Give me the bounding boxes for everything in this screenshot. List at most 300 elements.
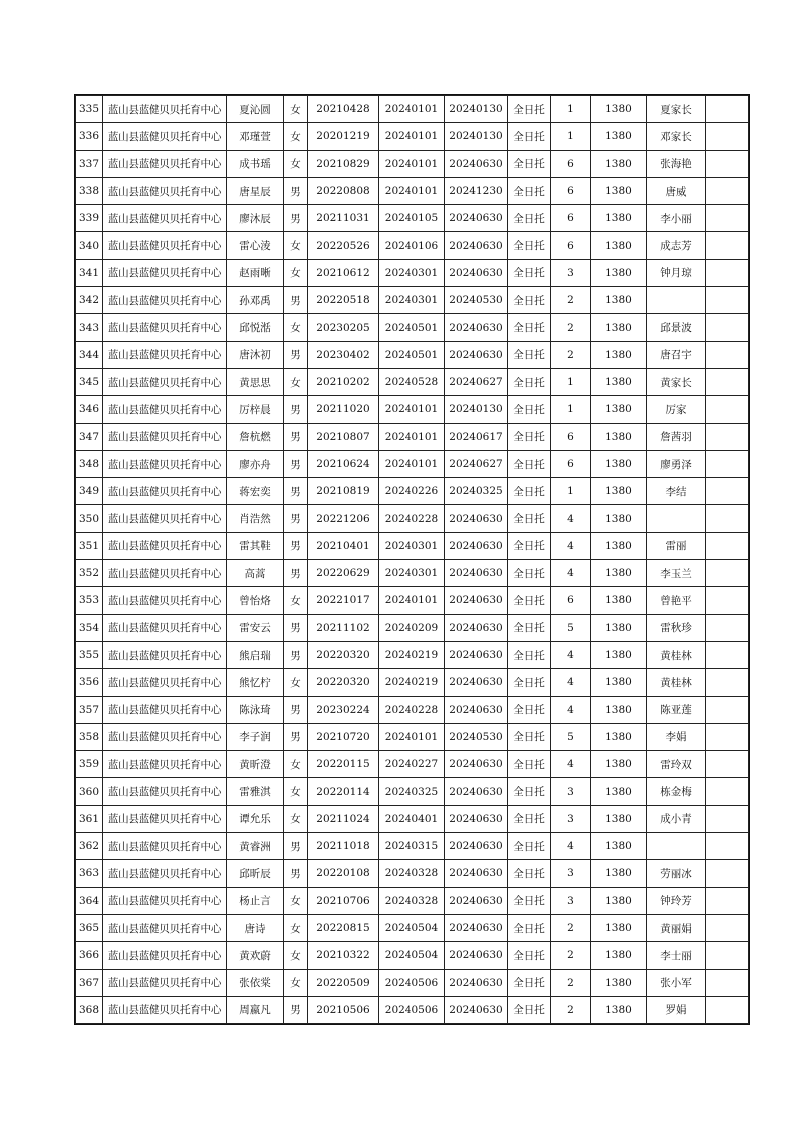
cell-months: 3 xyxy=(551,887,591,914)
cell-months: 6 xyxy=(551,232,591,259)
cell-birth: 20210807 xyxy=(308,423,379,450)
cell-name: 邱悦湉 xyxy=(227,314,284,341)
cell-org: 蓝山县蓝健贝贝托育中心 xyxy=(103,778,227,805)
cell-name: 廖亦舟 xyxy=(227,450,284,477)
cell-amount: 1380 xyxy=(591,969,647,996)
cell-note xyxy=(706,887,749,914)
cell-birth: 20220808 xyxy=(308,177,379,204)
cell-type: 全日托 xyxy=(508,641,551,668)
cell-gender: 女 xyxy=(284,123,308,150)
cell-months: 4 xyxy=(551,669,591,696)
cell-months: 3 xyxy=(551,805,591,832)
cell-gender: 女 xyxy=(284,259,308,286)
cell-birth: 20230224 xyxy=(308,696,379,723)
cell-months: 2 xyxy=(551,287,591,314)
cell-guardian: 李士丽 xyxy=(647,942,706,969)
cell-gender: 男 xyxy=(284,860,308,887)
cell-name: 夏沁圆 xyxy=(227,96,284,123)
cell-name: 雷其鞋 xyxy=(227,532,284,559)
cell-note xyxy=(706,123,749,150)
cell-months: 6 xyxy=(551,587,591,614)
cell-birth: 20220320 xyxy=(308,669,379,696)
cell-start: 20240105 xyxy=(379,205,445,232)
cell-note xyxy=(706,396,749,423)
cell-name: 黄睿洲 xyxy=(227,833,284,860)
cell-org: 蓝山县蓝健贝贝托育中心 xyxy=(103,96,227,123)
cell-amount: 1380 xyxy=(591,478,647,505)
cell-guardian: 钟玲芳 xyxy=(647,887,706,914)
cell-end: 20240530 xyxy=(445,723,508,750)
cell-months: 2 xyxy=(551,914,591,941)
cell-months: 4 xyxy=(551,641,591,668)
table-row xyxy=(76,96,749,123)
cell-guardian: 邓家长 xyxy=(647,123,706,150)
cell-guardian: 劳丽冰 xyxy=(647,860,706,887)
cell-name: 唐诗 xyxy=(227,914,284,941)
cell-type: 全日托 xyxy=(508,587,551,614)
table-row xyxy=(76,177,749,204)
cell-start: 20240101 xyxy=(379,450,445,477)
cell-amount: 1380 xyxy=(591,259,647,286)
cell-type: 全日托 xyxy=(508,833,551,860)
cell-type: 全日托 xyxy=(508,560,551,587)
cell-birth: 20210706 xyxy=(308,887,379,914)
cell-no: 342 xyxy=(76,287,103,314)
cell-start: 20240101 xyxy=(379,396,445,423)
cell-amount: 1380 xyxy=(591,751,647,778)
cell-type: 全日托 xyxy=(508,259,551,286)
cell-org: 蓝山县蓝健贝贝托育中心 xyxy=(103,123,227,150)
cell-no: 359 xyxy=(76,751,103,778)
cell-guardian: 李娟 xyxy=(647,723,706,750)
cell-note xyxy=(706,478,749,505)
cell-birth: 20201219 xyxy=(308,123,379,150)
cell-gender: 女 xyxy=(284,232,308,259)
cell-end: 20240630 xyxy=(445,805,508,832)
cell-guardian: 雷秋珍 xyxy=(647,614,706,641)
cell-gender: 男 xyxy=(284,450,308,477)
cell-guardian: 詹茜羽 xyxy=(647,423,706,450)
cell-birth: 20210720 xyxy=(308,723,379,750)
cell-name: 杨止言 xyxy=(227,887,284,914)
cell-no: 337 xyxy=(76,150,103,177)
cell-name: 黄欢蔚 xyxy=(227,942,284,969)
cell-type: 全日托 xyxy=(508,860,551,887)
cell-amount: 1380 xyxy=(591,696,647,723)
cell-start: 20240301 xyxy=(379,532,445,559)
cell-months: 4 xyxy=(551,560,591,587)
cell-org: 蓝山县蓝健贝贝托育中心 xyxy=(103,723,227,750)
cell-end: 20240530 xyxy=(445,287,508,314)
cell-type: 全日托 xyxy=(508,969,551,996)
cell-amount: 1380 xyxy=(591,560,647,587)
cell-no: 367 xyxy=(76,969,103,996)
cell-start: 20240209 xyxy=(379,614,445,641)
cell-gender: 男 xyxy=(284,177,308,204)
table-row xyxy=(76,669,749,696)
cell-guardian: 李玉兰 xyxy=(647,560,706,587)
cell-no: 363 xyxy=(76,860,103,887)
cell-note xyxy=(706,532,749,559)
cell-months: 1 xyxy=(551,123,591,150)
cell-org: 蓝山县蓝健贝贝托育中心 xyxy=(103,942,227,969)
cell-amount: 1380 xyxy=(591,396,647,423)
cell-type: 全日托 xyxy=(508,150,551,177)
cell-months: 6 xyxy=(551,423,591,450)
cell-note xyxy=(706,723,749,750)
cell-org: 蓝山县蓝健贝贝托育中心 xyxy=(103,860,227,887)
cell-birth: 20220509 xyxy=(308,969,379,996)
cell-end: 20240325 xyxy=(445,478,508,505)
cell-months: 2 xyxy=(551,341,591,368)
cell-amount: 1380 xyxy=(591,123,647,150)
cell-gender: 女 xyxy=(284,778,308,805)
cell-org: 蓝山县蓝健贝贝托育中心 xyxy=(103,177,227,204)
cell-guardian: 成志芳 xyxy=(647,232,706,259)
table-row xyxy=(76,696,749,723)
table-row xyxy=(76,969,749,996)
cell-no: 357 xyxy=(76,696,103,723)
cell-note xyxy=(706,669,749,696)
cell-end: 20240617 xyxy=(445,423,508,450)
cell-end: 20240630 xyxy=(445,914,508,941)
cell-end: 20240630 xyxy=(445,205,508,232)
cell-note xyxy=(706,450,749,477)
cell-start: 20240401 xyxy=(379,805,445,832)
cell-start: 20240226 xyxy=(379,478,445,505)
cell-org: 蓝山县蓝健贝贝托育中心 xyxy=(103,505,227,532)
cell-note xyxy=(706,778,749,805)
table-row xyxy=(76,123,749,150)
cell-gender: 女 xyxy=(284,805,308,832)
cell-birth: 20210428 xyxy=(308,96,379,123)
cell-end: 20240630 xyxy=(445,560,508,587)
cell-months: 4 xyxy=(551,696,591,723)
cell-note xyxy=(706,205,749,232)
cell-no: 350 xyxy=(76,505,103,532)
cell-name: 詹杭燃 xyxy=(227,423,284,450)
cell-months: 6 xyxy=(551,150,591,177)
cell-birth: 20230205 xyxy=(308,314,379,341)
cell-name: 曾怡烙 xyxy=(227,587,284,614)
cell-note xyxy=(706,833,749,860)
table-row xyxy=(76,587,749,614)
cell-name: 张依棠 xyxy=(227,969,284,996)
cell-birth: 20210401 xyxy=(308,532,379,559)
cell-org: 蓝山县蓝健贝贝托育中心 xyxy=(103,887,227,914)
table-row xyxy=(76,478,749,505)
cell-end: 20240630 xyxy=(445,532,508,559)
cell-end: 20240630 xyxy=(445,969,508,996)
cell-gender: 女 xyxy=(284,368,308,395)
cell-name: 厉梓晨 xyxy=(227,396,284,423)
cell-note xyxy=(706,696,749,723)
cell-name: 廖沐辰 xyxy=(227,205,284,232)
cell-type: 全日托 xyxy=(508,996,551,1023)
cell-name: 谭允乐 xyxy=(227,805,284,832)
cell-type: 全日托 xyxy=(508,396,551,423)
cell-start: 20240501 xyxy=(379,314,445,341)
cell-birth: 20220518 xyxy=(308,287,379,314)
cell-end: 20240630 xyxy=(445,587,508,614)
cell-type: 全日托 xyxy=(508,614,551,641)
cell-birth: 20211024 xyxy=(308,805,379,832)
cell-no: 348 xyxy=(76,450,103,477)
cell-guardian xyxy=(647,287,706,314)
cell-org: 蓝山县蓝健贝贝托育中心 xyxy=(103,205,227,232)
cell-guardian: 黄桂林 xyxy=(647,669,706,696)
cell-name: 蒋宏奕 xyxy=(227,478,284,505)
cell-org: 蓝山县蓝健贝贝托育中心 xyxy=(103,996,227,1023)
cell-gender: 女 xyxy=(284,969,308,996)
cell-type: 全日托 xyxy=(508,478,551,505)
cell-type: 全日托 xyxy=(508,723,551,750)
cell-amount: 1380 xyxy=(591,96,647,123)
table-row xyxy=(76,532,749,559)
cell-name: 高蒿 xyxy=(227,560,284,587)
cell-start: 20240325 xyxy=(379,778,445,805)
cell-amount: 1380 xyxy=(591,532,647,559)
cell-end: 20240630 xyxy=(445,614,508,641)
cell-name: 黄思思 xyxy=(227,368,284,395)
cell-gender: 女 xyxy=(284,914,308,941)
cell-note xyxy=(706,751,749,778)
cell-no: 355 xyxy=(76,641,103,668)
cell-guardian: 成小青 xyxy=(647,805,706,832)
cell-note xyxy=(706,614,749,641)
cell-birth: 20210322 xyxy=(308,942,379,969)
cell-type: 全日托 xyxy=(508,232,551,259)
cell-start: 20240101 xyxy=(379,150,445,177)
cell-guardian: 雷丽 xyxy=(647,532,706,559)
cell-no: 366 xyxy=(76,942,103,969)
cell-months: 3 xyxy=(551,259,591,286)
cell-no: 368 xyxy=(76,996,103,1023)
table-row xyxy=(76,396,749,423)
cell-guardian xyxy=(647,505,706,532)
cell-months: 3 xyxy=(551,860,591,887)
cell-no: 346 xyxy=(76,396,103,423)
cell-start: 20240228 xyxy=(379,505,445,532)
cell-birth: 20220115 xyxy=(308,751,379,778)
cell-birth: 20221206 xyxy=(308,505,379,532)
cell-guardian: 张小军 xyxy=(647,969,706,996)
cell-type: 全日托 xyxy=(508,287,551,314)
cell-start: 20240504 xyxy=(379,914,445,941)
cell-months: 4 xyxy=(551,833,591,860)
cell-gender: 男 xyxy=(284,478,308,505)
cell-guardian: 唐威 xyxy=(647,177,706,204)
enrollment-table xyxy=(75,95,749,1024)
cell-start: 20240101 xyxy=(379,423,445,450)
cell-org: 蓝山县蓝健贝贝托育中心 xyxy=(103,423,227,450)
cell-no: 365 xyxy=(76,914,103,941)
cell-no: 358 xyxy=(76,723,103,750)
cell-no: 352 xyxy=(76,560,103,587)
cell-start: 20240506 xyxy=(379,996,445,1023)
cell-end: 20240630 xyxy=(445,996,508,1023)
cell-amount: 1380 xyxy=(591,423,647,450)
cell-note xyxy=(706,177,749,204)
cell-end: 20240630 xyxy=(445,669,508,696)
cell-amount: 1380 xyxy=(591,450,647,477)
cell-amount: 1380 xyxy=(591,723,647,750)
cell-start: 20240504 xyxy=(379,942,445,969)
cell-org: 蓝山县蓝健贝贝托育中心 xyxy=(103,587,227,614)
table-row xyxy=(76,860,749,887)
cell-birth: 20211031 xyxy=(308,205,379,232)
cell-gender: 男 xyxy=(284,996,308,1023)
cell-amount: 1380 xyxy=(591,942,647,969)
cell-end: 20240630 xyxy=(445,641,508,668)
table-row xyxy=(76,805,749,832)
cell-start: 20240227 xyxy=(379,751,445,778)
cell-birth: 20230402 xyxy=(308,341,379,368)
cell-type: 全日托 xyxy=(508,914,551,941)
cell-type: 全日托 xyxy=(508,887,551,914)
table-row xyxy=(76,996,749,1023)
cell-org: 蓝山县蓝健贝贝托育中心 xyxy=(103,287,227,314)
cell-note xyxy=(706,150,749,177)
cell-note xyxy=(706,259,749,286)
cell-end: 20240630 xyxy=(445,751,508,778)
cell-guardian: 曾艳平 xyxy=(647,587,706,614)
cell-birth: 20210819 xyxy=(308,478,379,505)
cell-type: 全日托 xyxy=(508,751,551,778)
cell-name: 雷安云 xyxy=(227,614,284,641)
cell-amount: 1380 xyxy=(591,505,647,532)
table-row xyxy=(76,259,749,286)
cell-guardian: 黄丽娟 xyxy=(647,914,706,941)
cell-no: 335 xyxy=(76,96,103,123)
cell-months: 6 xyxy=(551,177,591,204)
table-row xyxy=(76,914,749,941)
cell-birth: 20211018 xyxy=(308,833,379,860)
cell-no: 347 xyxy=(76,423,103,450)
cell-start: 20240301 xyxy=(379,560,445,587)
cell-org: 蓝山县蓝健贝贝托育中心 xyxy=(103,914,227,941)
cell-type: 全日托 xyxy=(508,505,551,532)
cell-amount: 1380 xyxy=(591,860,647,887)
cell-gender: 女 xyxy=(284,669,308,696)
cell-amount: 1380 xyxy=(591,314,647,341)
cell-gender: 女 xyxy=(284,587,308,614)
cell-gender: 男 xyxy=(284,641,308,668)
cell-note xyxy=(706,423,749,450)
cell-name: 孙邓禹 xyxy=(227,287,284,314)
cell-name: 唐星辰 xyxy=(227,177,284,204)
cell-guardian: 厉家 xyxy=(647,396,706,423)
cell-end: 20240130 xyxy=(445,96,508,123)
cell-guardian: 李结 xyxy=(647,478,706,505)
cell-end: 20240630 xyxy=(445,696,508,723)
cell-guardian: 栋金梅 xyxy=(647,778,706,805)
enrollment-table-body xyxy=(76,96,749,1024)
cell-guardian: 黄家长 xyxy=(647,368,706,395)
cell-end: 20240627 xyxy=(445,450,508,477)
cell-note xyxy=(706,587,749,614)
cell-guardian: 黄桂林 xyxy=(647,641,706,668)
cell-name: 雷雅淇 xyxy=(227,778,284,805)
cell-start: 20240506 xyxy=(379,969,445,996)
cell-note xyxy=(706,287,749,314)
cell-guardian: 邱景波 xyxy=(647,314,706,341)
cell-name: 肖浩然 xyxy=(227,505,284,532)
cell-birth: 20221017 xyxy=(308,587,379,614)
cell-org: 蓝山县蓝健贝贝托育中心 xyxy=(103,341,227,368)
cell-no: 354 xyxy=(76,614,103,641)
cell-months: 2 xyxy=(551,969,591,996)
cell-name: 雷心淩 xyxy=(227,232,284,259)
cell-months: 2 xyxy=(551,942,591,969)
cell-type: 全日托 xyxy=(508,423,551,450)
table-row xyxy=(76,641,749,668)
cell-amount: 1380 xyxy=(591,614,647,641)
cell-name: 邓瑾萱 xyxy=(227,123,284,150)
table-row xyxy=(76,751,749,778)
cell-no: 345 xyxy=(76,368,103,395)
cell-amount: 1380 xyxy=(591,150,647,177)
cell-amount: 1380 xyxy=(591,833,647,860)
cell-amount: 1380 xyxy=(591,205,647,232)
table-row xyxy=(76,778,749,805)
cell-type: 全日托 xyxy=(508,368,551,395)
cell-type: 全日托 xyxy=(508,778,551,805)
cell-end: 20240630 xyxy=(445,150,508,177)
cell-org: 蓝山县蓝健贝贝托育中心 xyxy=(103,450,227,477)
cell-org: 蓝山县蓝健贝贝托育中心 xyxy=(103,314,227,341)
cell-name: 赵雨晰 xyxy=(227,259,284,286)
cell-end: 20240130 xyxy=(445,123,508,150)
cell-start: 20240219 xyxy=(379,641,445,668)
cell-org: 蓝山县蓝健贝贝托育中心 xyxy=(103,232,227,259)
cell-start: 20240101 xyxy=(379,587,445,614)
cell-birth: 20220629 xyxy=(308,560,379,587)
cell-gender: 男 xyxy=(284,396,308,423)
cell-start: 20240328 xyxy=(379,887,445,914)
cell-amount: 1380 xyxy=(591,341,647,368)
cell-start: 20240328 xyxy=(379,860,445,887)
cell-org: 蓝山县蓝健贝贝托育中心 xyxy=(103,368,227,395)
cell-gender: 男 xyxy=(284,723,308,750)
cell-birth: 20220108 xyxy=(308,860,379,887)
cell-no: 341 xyxy=(76,259,103,286)
cell-gender: 女 xyxy=(284,96,308,123)
cell-birth: 20220815 xyxy=(308,914,379,941)
cell-guardian: 夏家长 xyxy=(647,96,706,123)
cell-birth: 20211020 xyxy=(308,396,379,423)
cell-note xyxy=(706,505,749,532)
table-row xyxy=(76,232,749,259)
cell-end: 20240630 xyxy=(445,505,508,532)
cell-no: 336 xyxy=(76,123,103,150)
cell-end: 20240630 xyxy=(445,942,508,969)
cell-amount: 1380 xyxy=(591,778,647,805)
cell-no: 349 xyxy=(76,478,103,505)
cell-name: 周嬴凡 xyxy=(227,996,284,1023)
table-row xyxy=(76,505,749,532)
cell-gender: 男 xyxy=(284,532,308,559)
cell-amount: 1380 xyxy=(591,887,647,914)
cell-end: 20240630 xyxy=(445,259,508,286)
cell-months: 1 xyxy=(551,96,591,123)
cell-amount: 1380 xyxy=(591,587,647,614)
cell-birth: 20210506 xyxy=(308,996,379,1023)
cell-end: 20240627 xyxy=(445,368,508,395)
cell-guardian: 陈亚莲 xyxy=(647,696,706,723)
table-row xyxy=(76,341,749,368)
table-row xyxy=(76,560,749,587)
